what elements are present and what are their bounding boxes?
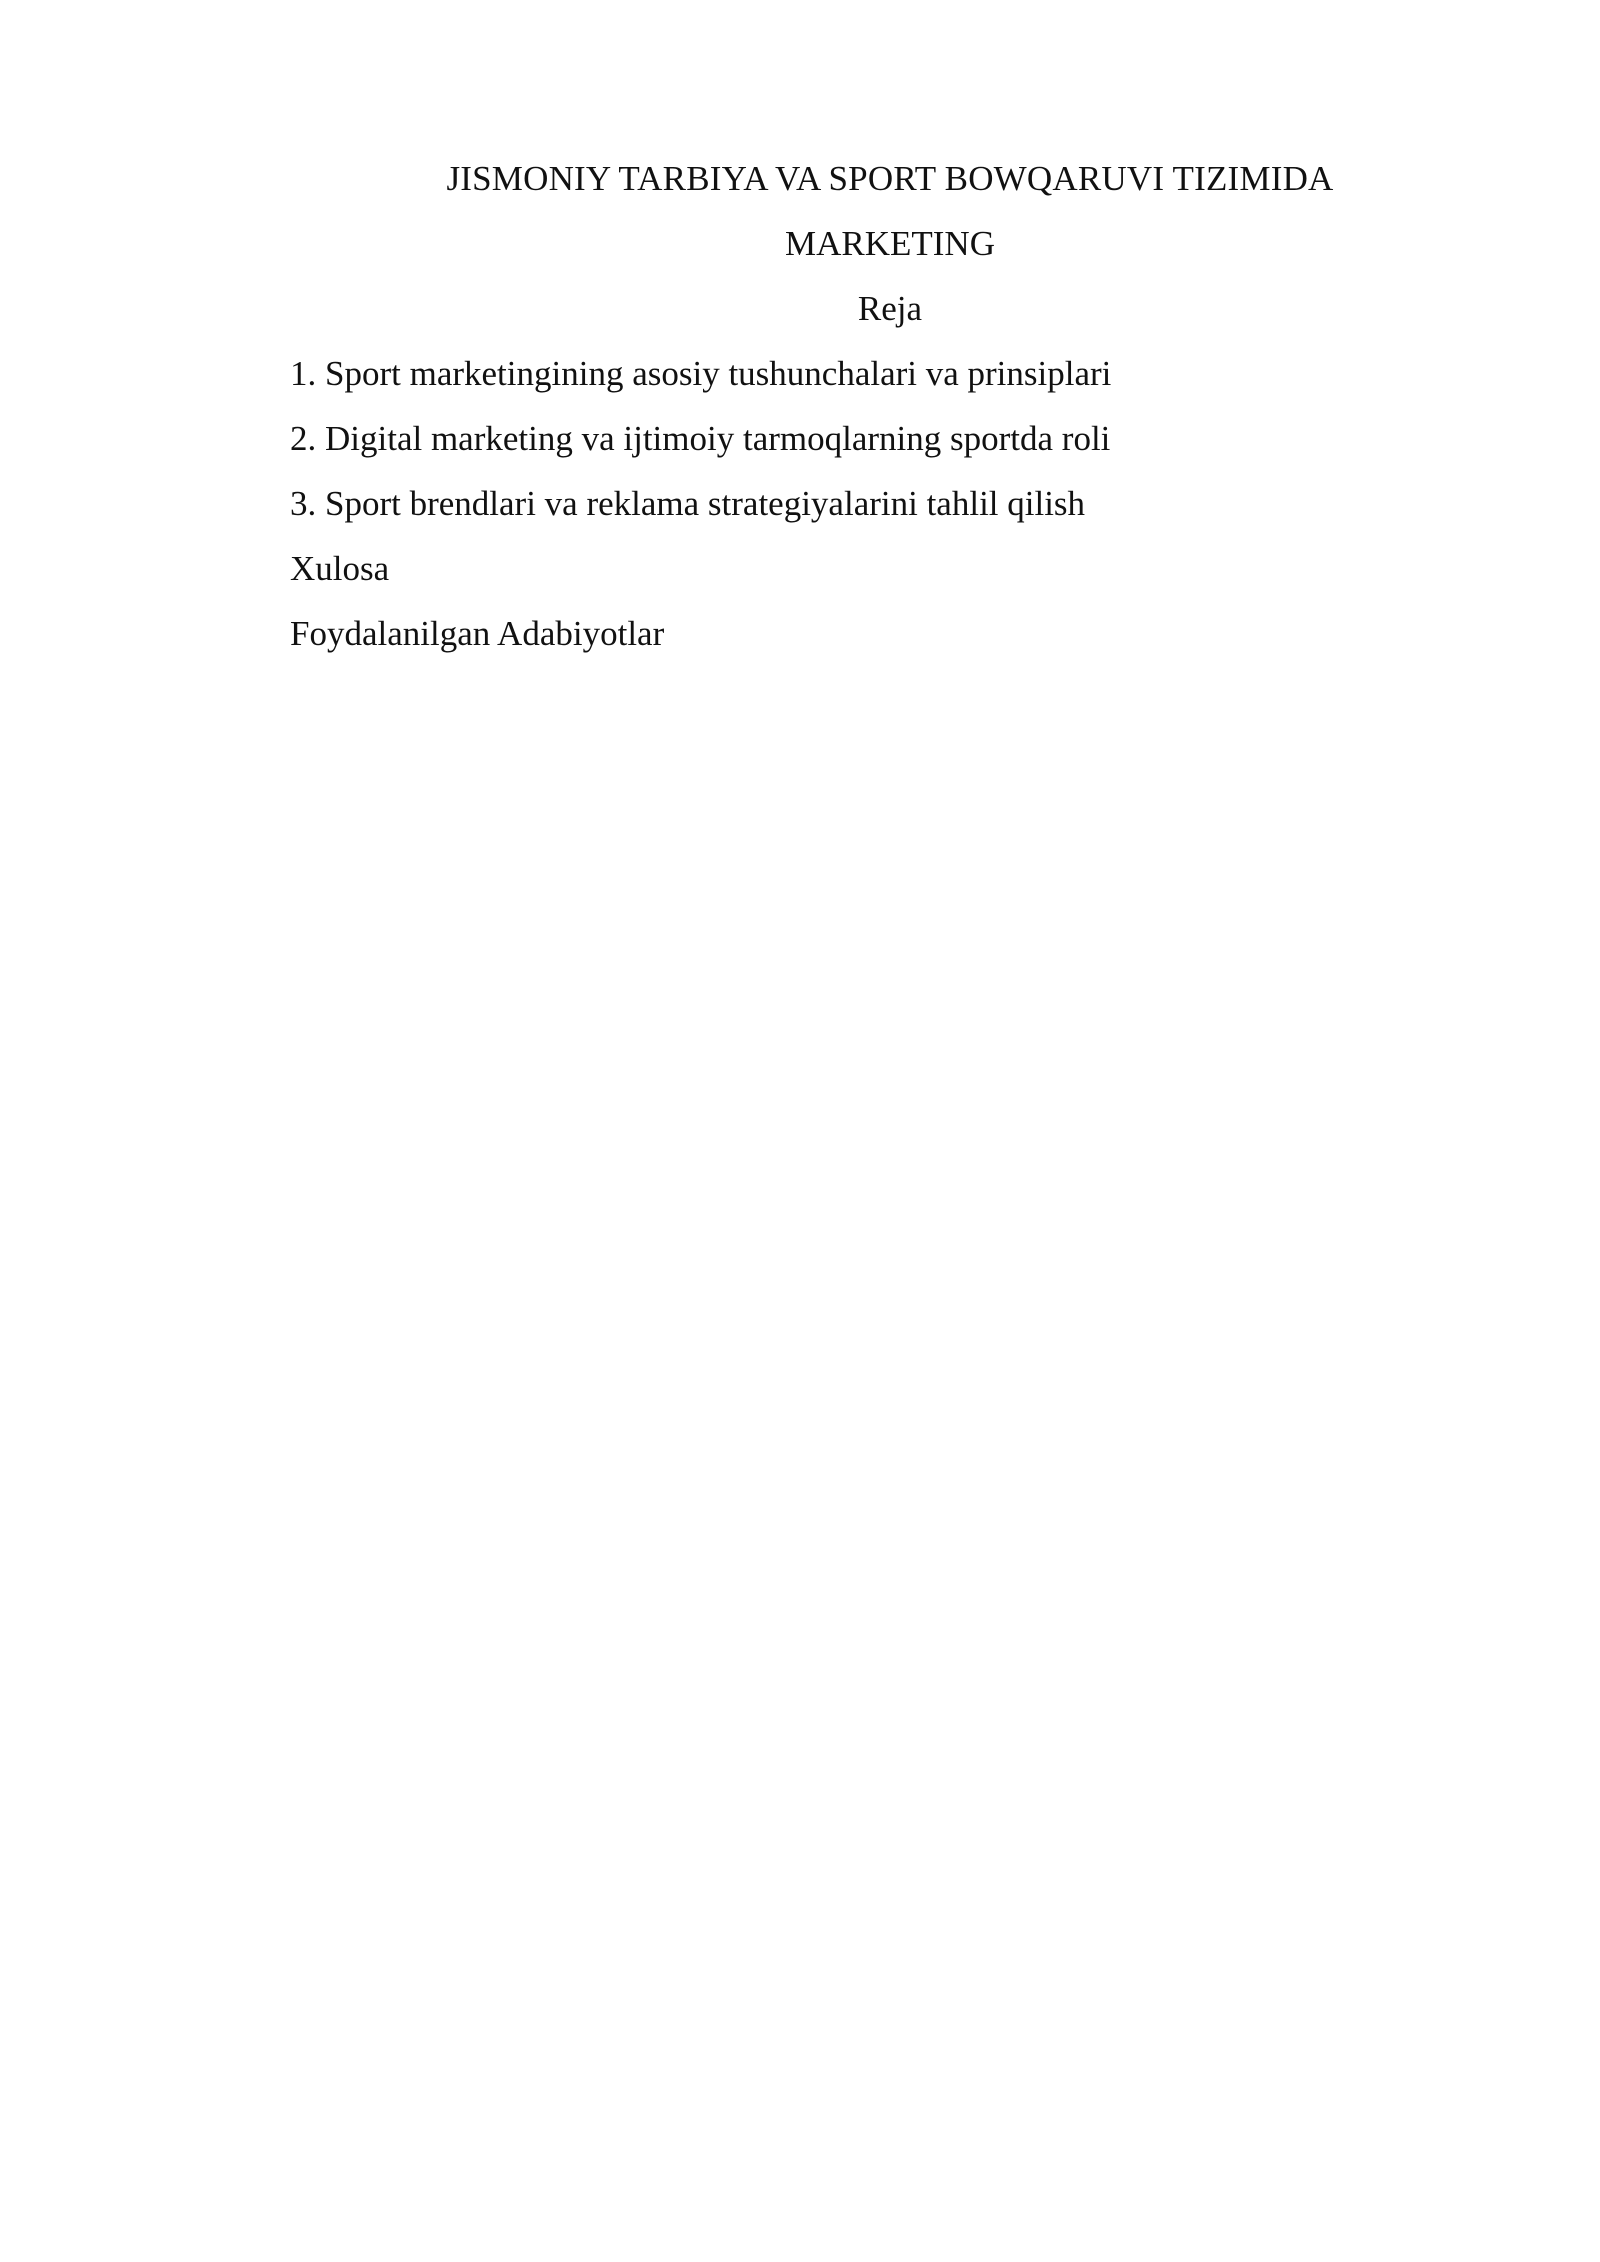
plan-item-conclusion: Xulosa (290, 549, 390, 588)
document-title-line-2: MARKETING (785, 224, 995, 263)
plan-item-references: Foydalanilgan Adabiyotlar (290, 614, 665, 653)
plan-item-3: 3. Sport brendlari va reklama strategiyalarini tahlil qilish (290, 484, 1086, 523)
plan-list (290, 341, 1111, 666)
plan-item-1: 1. Sport marketingining asosiy tushunchalari va prinsiplari (290, 354, 1112, 393)
plan-heading: Reja (857, 289, 923, 328)
document-title-line-1: JISMONIY TARBIYA VA SPORT BOWQARUVI TIZIMIDA (446, 159, 1334, 198)
plan-item-2: 2. Digital marketing va ijtimoiy tarmoqlarning sportda roli (290, 419, 1111, 458)
